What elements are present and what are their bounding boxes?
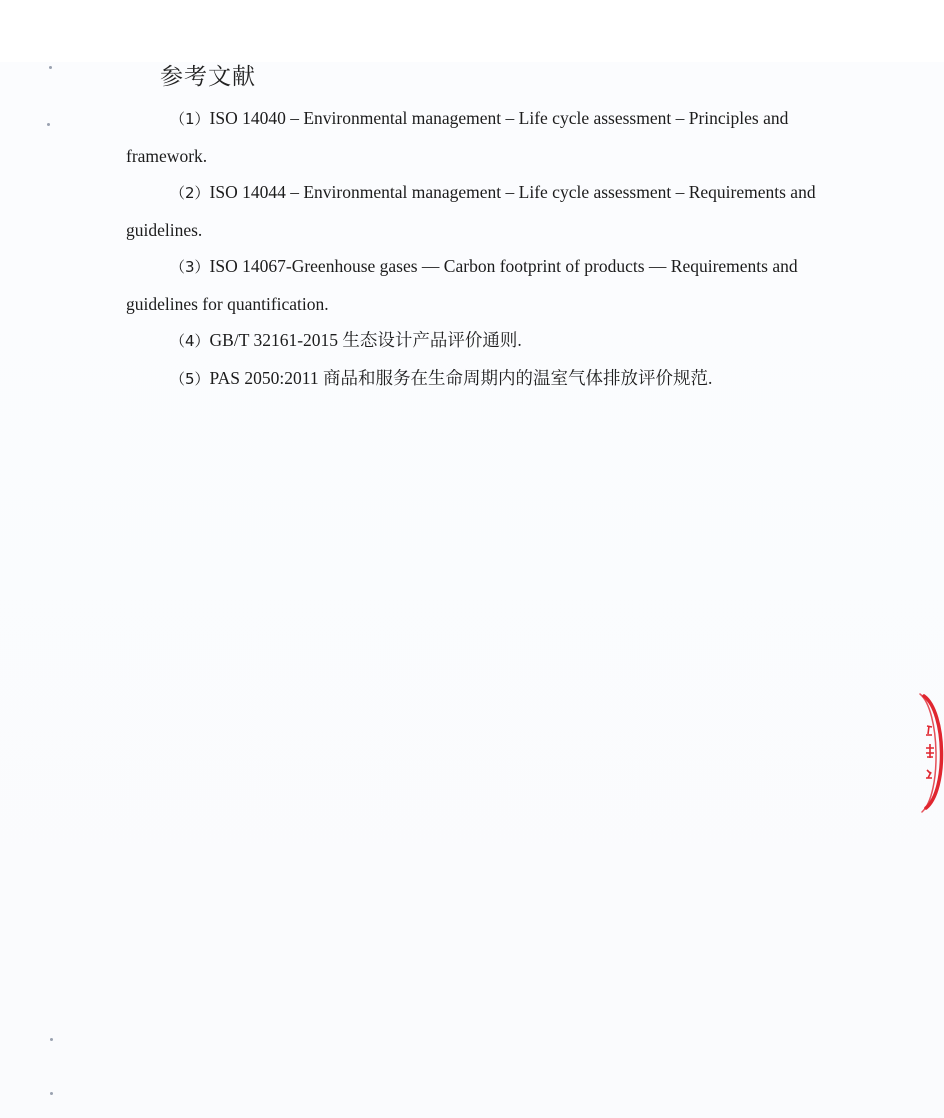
reference-number: （1） (170, 110, 210, 128)
reference-text: GB/T 32161-2015 生态设计产品评价通则. (209, 330, 522, 350)
reference-text: PAS 2050:2011 商品和服务在生命周期内的温室气体排放评价规范. (209, 367, 713, 388)
reference-number: （3） (170, 258, 210, 276)
scan-speck (49, 66, 52, 69)
reference-item-2 (126, 174, 832, 248)
reference-number: （5） (170, 369, 210, 388)
scan-speck (50, 1092, 53, 1095)
reference-list (126, 100, 832, 397)
reference-text: ISO 14067-Greenhouse gases — Carbon footprint of products — Requirements and guidelines for quantification. (126, 256, 798, 314)
reference-number: （4） (170, 332, 210, 350)
reference-item-4 (126, 322, 832, 360)
scan-speck (47, 123, 50, 126)
reference-item-3 (126, 248, 832, 322)
reference-number: （2） (170, 184, 210, 202)
reference-item-5 (126, 360, 832, 398)
reference-text: ISO 14044 – Environmental management – Life cycle assessment – Requirements and guidelines. (126, 182, 816, 240)
scan-speck (50, 1038, 53, 1041)
red-seal-stamp (916, 690, 944, 814)
reference-text: ISO 14040 – Environmental management – Life cycle assessment – Principles and framework. (126, 108, 789, 166)
references-heading: 参考文献 (160, 64, 256, 90)
page-top-margin (0, 0, 944, 62)
reference-item-1 (126, 100, 832, 174)
